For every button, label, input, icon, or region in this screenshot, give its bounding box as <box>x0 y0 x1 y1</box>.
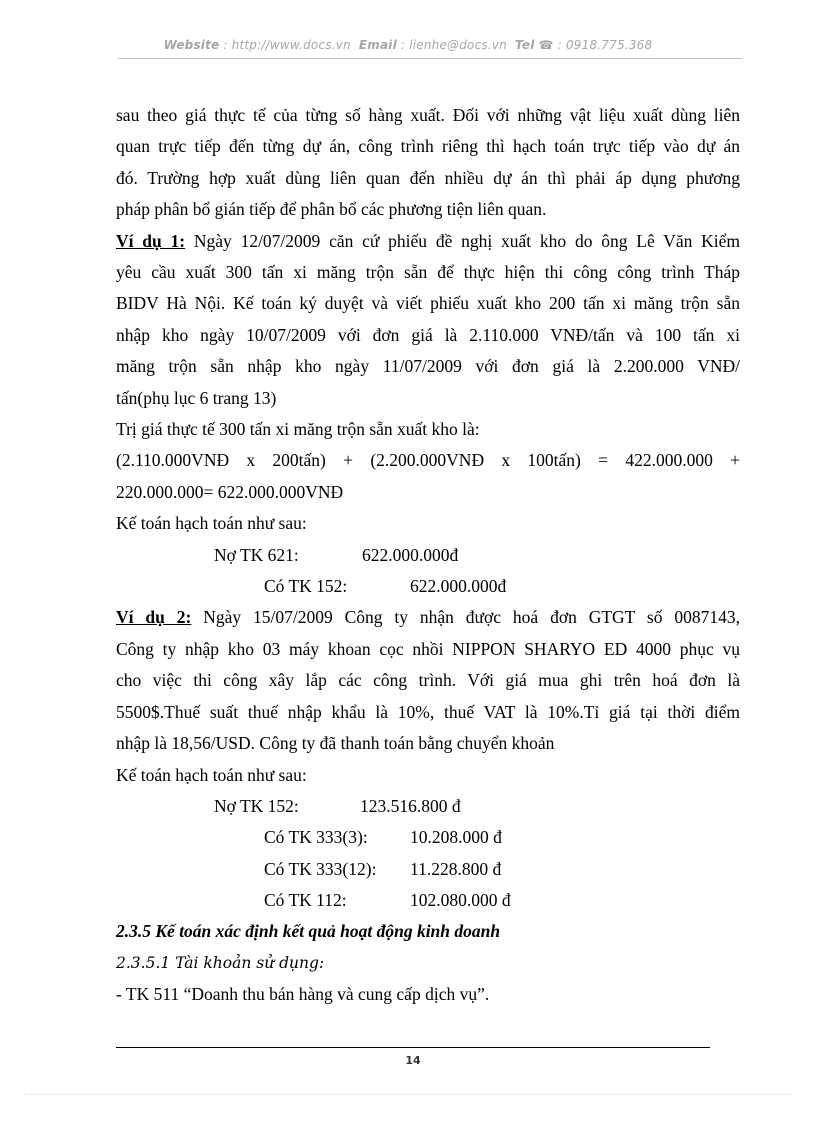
email-value: : lienhe@docs.vn <box>400 38 507 52</box>
example1-label: Ví dụ 1: <box>116 230 186 251</box>
credit-amount: 622.000.000đ <box>410 576 507 597</box>
example2-last-line: nhập là 18,56/USD. Công ty đã thanh toán bằng chuyển khoản <box>116 733 555 754</box>
example2-line: cho việc thi công xây lắp các công trình. Với giá mua ghi trên hoá đơn là <box>116 670 740 691</box>
subsection-heading: 2.3.5.1 Tài khoản sử dụng: <box>116 953 325 972</box>
tel-label: Tel <box>515 38 535 52</box>
example2-first-line <box>116 602 740 633</box>
intro-line: đó. Trường hợp xuất dùng liên quan đến nhiều dự án thì phải áp dụng phương <box>116 167 740 188</box>
example1-line: yêu cầu xuất 300 tấn xi măng trộn sẵn để thực hiện thi công công trình Tháp <box>116 262 740 283</box>
debit-amount: 123.516.800 đ <box>360 795 461 816</box>
example2-label: Ví dụ 2: <box>116 607 192 628</box>
example2-credit-row <box>116 854 740 885</box>
account-line: - TK 511 “Doanh thu bán hàng và cung cấp dịch vụ”. <box>116 984 490 1005</box>
credit-amount: 10.208.000 đ <box>410 827 502 848</box>
example1-credit-row <box>116 571 740 602</box>
example1-last-line: tấn(phụ lục 6 trang 13) <box>116 387 277 408</box>
debit-account: Nợ TK 621: <box>214 544 299 565</box>
example2-line: Công ty nhập kho 03 máy khoan cọc nhồi NIPPON SHARYO ED 4000 phục vụ <box>116 638 740 659</box>
example1-line: măng trộn sẵn nhập kho ngày 11/07/2009 với đơn giá là 2.200.000 VNĐ/ <box>116 356 740 377</box>
page-number: 14 <box>405 1054 421 1067</box>
tel-value: ☎ : 0918.775.368 <box>538 38 653 52</box>
credit-account: Có TK 333(12): <box>264 858 377 879</box>
example2-credit-row <box>116 885 740 916</box>
example1-calc-result: 220.000.000= 622.000.000VNĐ <box>116 481 344 502</box>
example1-debit-row <box>116 540 740 571</box>
example1-first-line <box>116 226 740 257</box>
example1-line: nhập kho ngày 10/07/2009 với đơn giá là 2.110.000 VNĐ/tấn và 100 tấn xi <box>116 324 740 345</box>
credit-account: Có TK 152: <box>264 576 348 597</box>
header-divider <box>118 58 742 59</box>
credit-amount: 11.228.800 đ <box>410 858 502 879</box>
section-heading: 2.3.5 Kế toán xác định kết quả hoạt động kinh doanh <box>116 921 501 942</box>
credit-amount: 102.080.000 đ <box>410 890 511 911</box>
credit-account: Có TK 112: <box>264 890 347 911</box>
page-header <box>0 38 816 52</box>
example2-line: 5500$.Thuế suất thuế nhập khẩu là 10%, thuế VAT là 10%.Tỉ giá tại thời điểm <box>116 701 740 722</box>
example2-entry-intro: Kế toán hạch toán như sau: <box>116 764 307 785</box>
footer-divider <box>116 1047 710 1048</box>
email-label: Email <box>358 38 397 52</box>
example2-credit-row <box>116 822 740 853</box>
website-value: : http://www.docs.vn <box>223 38 351 52</box>
intro-line: quan trực tiếp đến từng dự án, công trình riêng thì hạch toán trực tiếp vào dự án <box>116 136 740 157</box>
document-body <box>116 100 740 1011</box>
debit-account: Nợ TK 152: <box>214 795 299 816</box>
example1-calc-line: (2.110.000VNĐ x 200tấn) + (2.200.000VNĐ x 100tấn) = 422.000.000 + <box>116 450 740 471</box>
debit-amount: 622.000.000đ <box>362 544 459 565</box>
credit-account: Có TK 333(3): <box>264 827 368 848</box>
example1-value-intro: Trị giá thực tế 300 tấn xi măng trộn sẵn xuất kho là: <box>116 419 480 440</box>
example2-first-text: Ngày 15/07/2009 Công ty nhận được hoá đơn GTGT số 0087143, <box>191 607 741 628</box>
intro-line: pháp phân bổ gián tiếp để phân bổ các phương tiện liên quan. <box>116 199 547 220</box>
website-label: Website <box>163 38 220 52</box>
example1-line: BIDV Hà Nội. Kế toán ký duyệt và viết phiếu xuất kho 200 tấn xi măng trộn sẵn <box>116 293 740 314</box>
example1-entry-intro: Kế toán hạch toán như sau: <box>116 513 307 534</box>
page-edge-dots <box>24 1094 794 1095</box>
intro-line: sau theo giá thực tế của từng số hàng xuất. Đối với những vật liệu xuất dùng liên <box>116 105 740 125</box>
example2-debit-row <box>116 791 740 822</box>
example1-first-text: Ngày 12/07/2009 căn cứ phiếu đề nghị xuất kho do ông Lê Văn Kiểm <box>185 230 740 251</box>
